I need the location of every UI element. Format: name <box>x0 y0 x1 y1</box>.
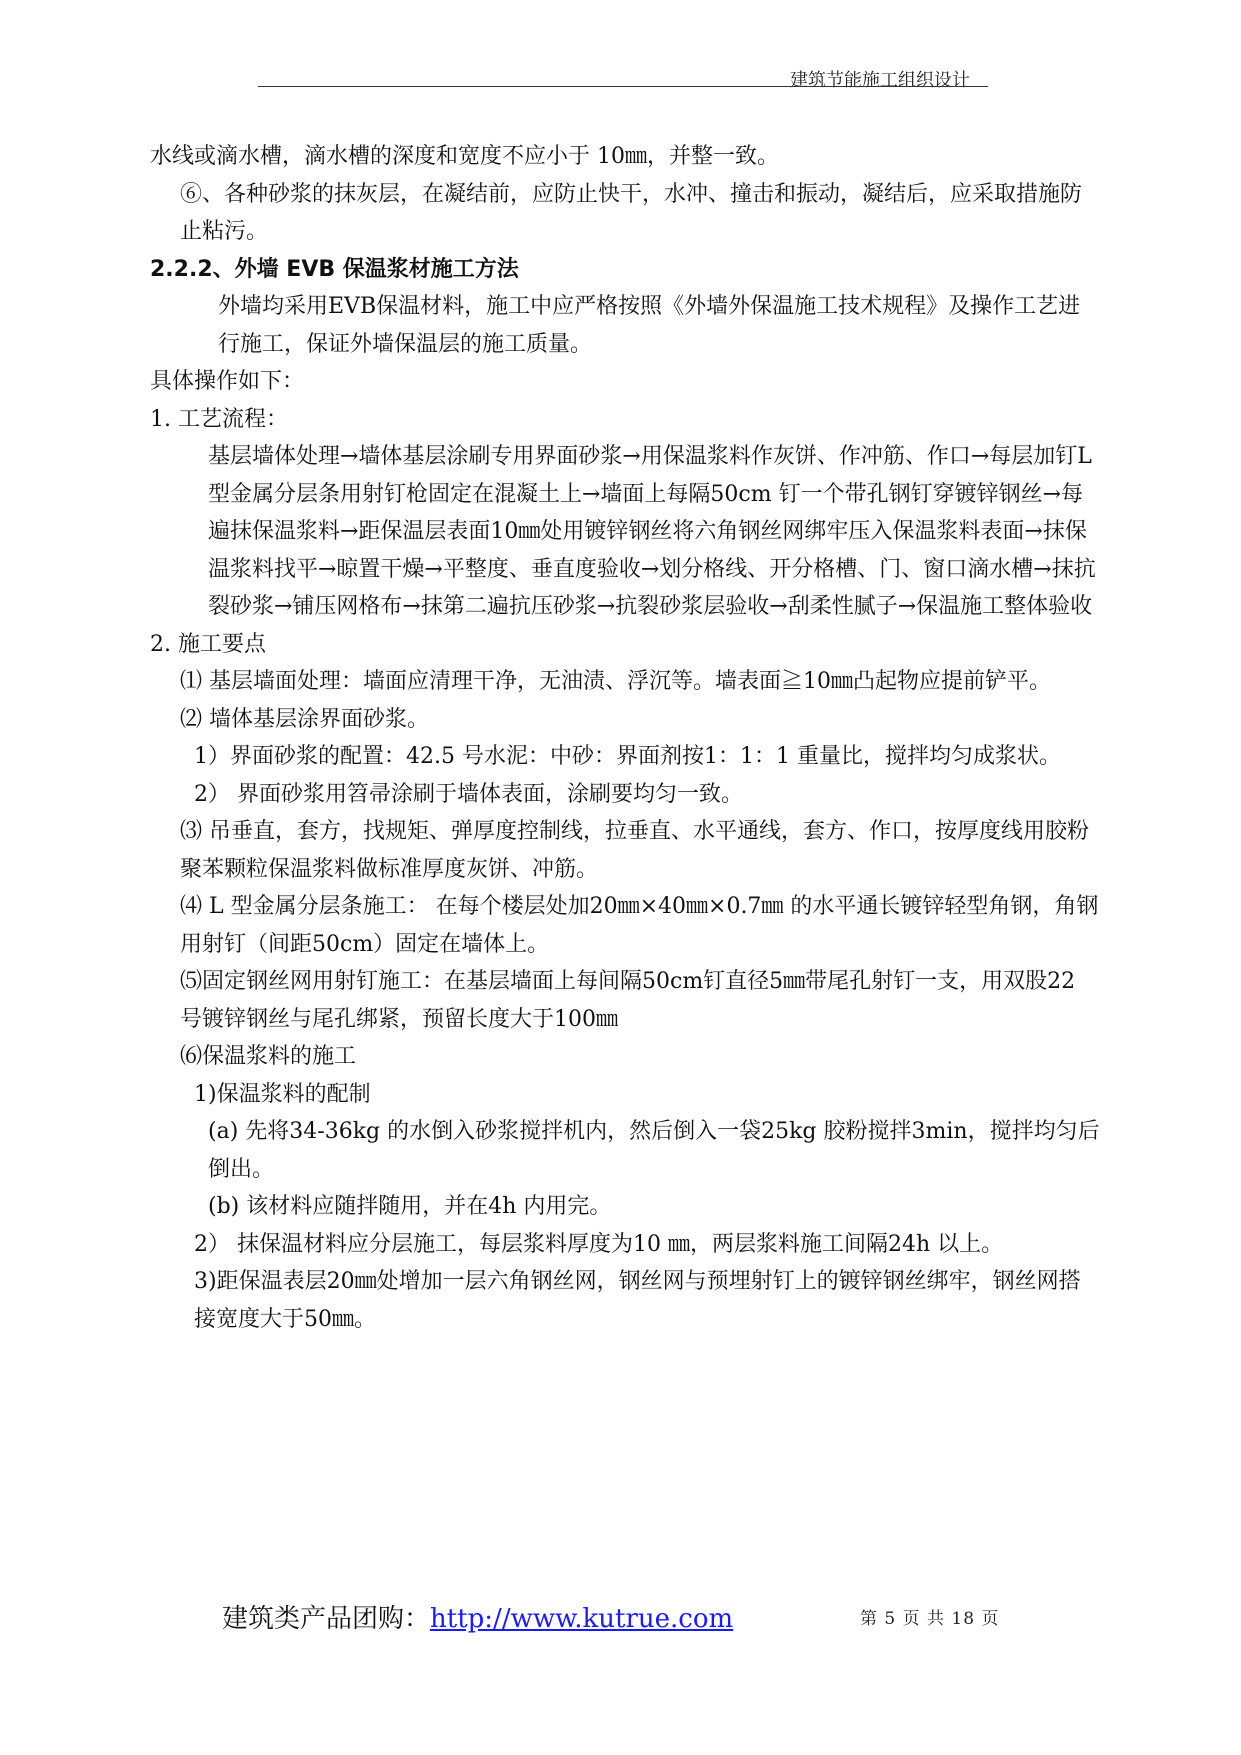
list-item: ⑶ 吊垂直，套方，找规矩、弹厚度控制线，拉垂直、水平通线，套方、作口，按厚度线用胶粉聚苯颗粒保温浆料做标准厚度灰饼、冲筋。 <box>180 819 1089 882</box>
list-item: (a) 先将34-36kg 的水倒入砂浆搅拌机内，然后倒入一袋25kg 胶粉搅拌3min，搅拌均匀后倒出。 <box>208 1119 1100 1182</box>
footer-url-link[interactable]: http://www.kutrue.com <box>430 1604 734 1634</box>
paragraph: 具体操作如下： <box>150 369 305 394</box>
page-number: 第 5 页 共 18 页 <box>860 1609 1000 1629</box>
document-body <box>150 138 1102 1338</box>
paragraph: ⑥、各种砂浆的抹灰层，在凝结前，应防止快干，水冲、撞击和振动，凝结后，应采取措施防止粘污。 <box>180 181 1083 244</box>
list-item: ⑸固定钢丝网用射钉施工：在基层墙面上每间隔50cm钉直径5㎜带尾孔射钉一支，用双股22 号镀锌钢丝与尾孔绑紧，预留长度大于100㎜ <box>180 969 1076 1032</box>
paragraph: 外墙均采用EVB保温材料，施工中应严格按照《外墙外保温施工技术规程》及操作工艺进行施工，保证外墙保温层的施工质量。 <box>218 294 1081 357</box>
section-heading: 2.2.2、外墙 EVB 保温浆材施工方法 <box>150 256 519 282</box>
running-header-title: 建筑节能施工组织设计 <box>790 70 970 91</box>
list-item: ⑴ 基层墙面处理：墙面应清理干净，无油渍、浮沉等。墙表面≧10㎜凸起物应提前铲平。 <box>180 669 1051 694</box>
list-item: 1）界面砂浆的配置：42.5 号水泥：中砂：界面剂按1：1：1 重量比，搅拌均匀成浆状。 <box>194 744 1061 769</box>
footer-promo <box>222 1598 733 1635</box>
process-flow-text: 基层墙体处理→墙体基层涂刷专用界面砂浆→用保温浆料作灰饼、作冲筋、作口→每层加钉L型金属分层条用射钉枪固定在混凝土上→墙面上每隔50cm 钉一个带孔钢钉穿镀锌钢丝→每遍抹保温浆料→距保温层表面10㎜处用镀锌钢丝将六角钢丝网绑牢压入保温浆料表面→抹保温浆料找平→晾置干燥→平整度、垂直度验收→划分格线、开分格槽、门、窗口滴水槽→抹抗裂砂浆→铺压网格布→抹第二遍抗压砂浆→抗裂砂浆层验收→刮柔性腻子→保温施工整体验收 <box>208 444 1096 619</box>
list-item: 3)距保温表层20㎜处增加一层六角钢丝网，钢丝网与预埋射钉上的镀锌钢丝绑牢，钢丝网搭接宽度大于50㎜。 <box>194 1269 1081 1332</box>
list-heading: 2. 施工要点 <box>150 631 266 657</box>
list-item: 2） 界面砂浆用笤帚涂刷于墙体表面，涂刷要均匀一致。 <box>194 781 743 807</box>
list-item: 2） 抹保温材料应分层施工，每层浆料厚度为10 ㎜，两层浆料施工间隔24h 以上。 <box>194 1231 1004 1257</box>
list-item: 1)保温浆料的配制 <box>194 1081 371 1107</box>
list-heading: 1. 工艺流程： <box>150 406 288 432</box>
list-item: ⑵ 墙体基层涂界面砂浆。 <box>180 706 429 732</box>
list-item: (b) 该材料应随拌随用，并在4h 内用完。 <box>208 1194 612 1219</box>
paragraph: 水线或滴水槽，滴水槽的深度和宽度不应小于 10㎜，并整一致。 <box>150 144 779 169</box>
footer-label: 建筑类产品团购： <box>222 1604 431 1634</box>
header-rule <box>258 86 988 87</box>
list-item: ⑹保温浆料的施工 <box>180 1044 357 1069</box>
list-item: ⑷ L 型金属分层条施工： 在每个楼层处加20㎜×40㎜×0.7㎜ 的水平通长镀锌轻型角钢，角钢用射钉（间距50cm）固定在墙体上。 <box>180 894 1099 957</box>
